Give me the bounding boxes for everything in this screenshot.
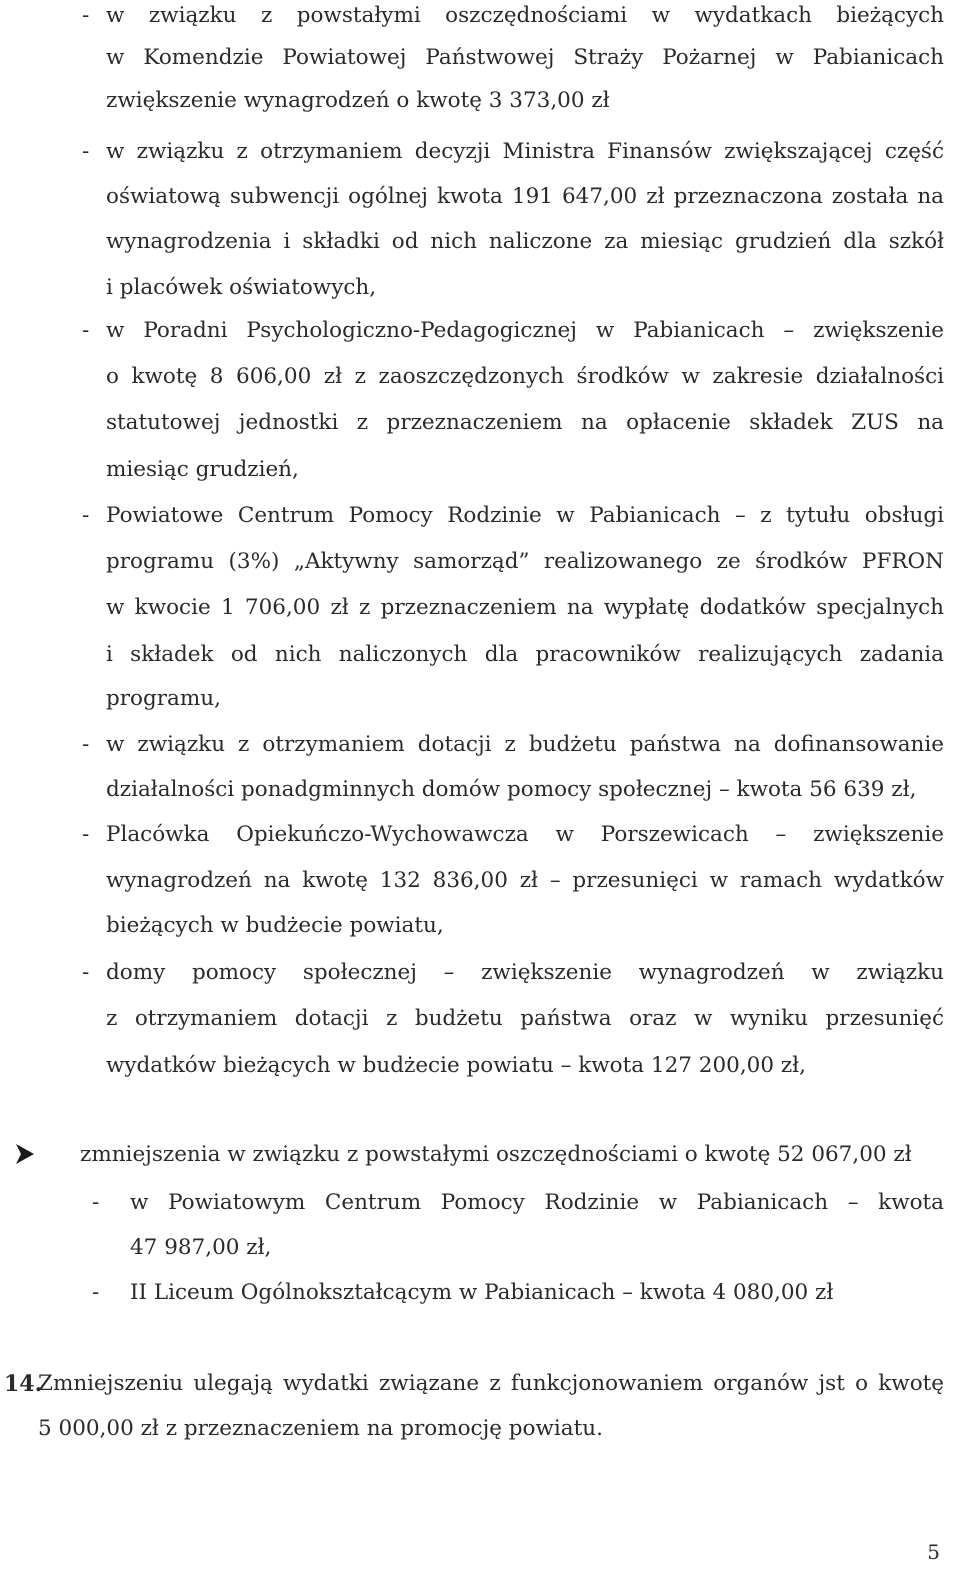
arrow-bullet-icon — [14, 1142, 36, 1166]
paragraph-line: miesiąc grudzień, — [106, 457, 299, 482]
paragraph-line: w związku z otrzymaniem dotacji z budżetu państwa na dofinansowanie — [106, 732, 944, 757]
paragraph-line: w Powiatowym Centrum Pomocy Rodzinie w Pabianicach – kwota — [130, 1190, 944, 1215]
paragraph-line: 47 987,00 zł, — [130, 1235, 272, 1260]
paragraph-line: programu, — [106, 686, 221, 711]
list-dash: - — [82, 318, 90, 343]
paragraph-line: II Liceum Ogólnokształcącym w Pabianicach – kwota 4 080,00 zł — [130, 1280, 834, 1305]
paragraph-line: i placówek oświatowych, — [106, 275, 377, 300]
paragraph-line: o kwotę 8 606,00 zł z zaoszczędzonych środków w zakresie działalności — [106, 364, 944, 389]
paragraph-line: wydatków bieżących w budżecie powiatu – kwota 127 200,00 zł, — [106, 1053, 806, 1078]
paragraph-line: Zmniejszeniu ulegają wydatki związane z funkcjonowaniem organów jst o kwotę — [38, 1371, 944, 1396]
paragraph-line: 5 000,00 zł z przeznaczeniem na promocję powiatu. — [38, 1416, 603, 1441]
bullet-heading: zmniejszenia w związku z powstałymi oszczędnościami o kwotę 52 067,00 zł — [80, 1142, 912, 1167]
section-number: 14. — [4, 1371, 43, 1397]
list-dash: - — [82, 139, 90, 164]
list-dash: - — [92, 1280, 100, 1305]
list-dash: - — [82, 822, 90, 847]
paragraph-line: zwiększenie wynagrodzeń o kwotę 3 373,00 zł — [106, 88, 610, 113]
paragraph-line: bieżących w budżecie powiatu, — [106, 913, 444, 938]
paragraph-line: statutowej jednostki z przeznaczeniem na opłacenie składek ZUS na — [106, 410, 944, 435]
paragraph-line: w związku z otrzymaniem decyzji Ministra Finansów zwiększającej część — [106, 139, 944, 164]
paragraph-line: z otrzymaniem dotacji z budżetu państwa oraz w wyniku przesunięć — [106, 1006, 944, 1031]
paragraph-line: Powiatowe Centrum Pomocy Rodzinie w Pabianicach – z tytułu obsługi — [106, 503, 944, 528]
paragraph-line: wynagrodzenia i składki od nich naliczone za miesiąc grudzień dla szkół — [106, 229, 944, 254]
list-dash: - — [82, 503, 90, 528]
paragraph-line: działalności ponadgminnych domów pomocy społecznej – kwota 56 639 zł, — [106, 777, 917, 802]
paragraph-line: w Poradni Psychologiczno-Pedagogicznej w Pabianicach – zwiększenie — [106, 318, 944, 343]
list-dash: - — [82, 3, 90, 28]
paragraph-line: programu (3%) „Aktywny samorząd” realizowanego ze środków PFRON — [106, 549, 944, 574]
list-dash: - — [92, 1190, 100, 1215]
paragraph-line: Placówka Opiekuńczo-Wychowawcza w Porszewicach – zwiększenie — [106, 822, 944, 847]
paragraph-line: domy pomocy społecznej – zwiększenie wynagrodzeń w związku — [106, 960, 944, 985]
paragraph-line: wynagrodzeń na kwotę 132 836,00 zł – przesunięci w ramach wydatków — [106, 868, 944, 893]
paragraph-line: w Komendzie Powiatowej Państwowej Straży Pożarnej w Pabianicach — [106, 45, 944, 70]
list-dash: - — [82, 960, 90, 985]
paragraph-line: w kwocie 1 706,00 zł z przeznaczeniem na wypłatę dodatków specjalnych — [106, 595, 944, 620]
list-dash: - — [82, 732, 90, 757]
paragraph-line: i składek od nich naliczonych dla pracowników realizujących zadania — [106, 642, 944, 667]
paragraph-line: w związku z powstałymi oszczędnościami w wydatkach bieżących — [106, 3, 944, 28]
paragraph-line: oświatową subwencji ogólnej kwota 191 647,00 zł przeznaczona została na — [106, 184, 944, 209]
page-number: 5 — [927, 1540, 940, 1564]
